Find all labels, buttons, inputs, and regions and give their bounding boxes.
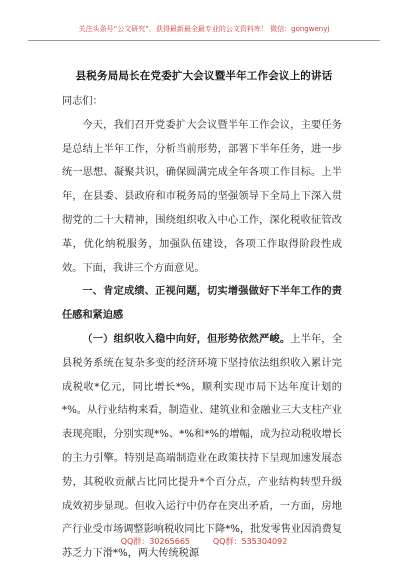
intro-paragraph: 今天，我们召开党委扩大会议暨半年工作会议，主要任务是总结上半年工作，分析当前形势，部署下半年任务，进一步统一思想、凝聚共识，确保圆满完成全年各项工作目标。上半年，在县委、县政府和市税务局的坚强领导下全局上下深入贯彻党的二十大精神，围绕组织收入中心工作，深化税收征管改革，优化纳税服务，加强队伍建设，各项工作取得阶段性成效。下面，我讲三个方面意见。	[62, 119, 342, 274]
document-body	[62, 90, 342, 566]
page-header	[0, 0, 408, 42]
header-divider	[28, 40, 380, 41]
promo-banner-text: 关注头条号“公文研究”，获得最新最全最专业的公文资料库！ 微信：gongwenyj	[78, 25, 330, 33]
subsection-body: 上半年，全县税务系统在复杂多变的经济环境下坚持依法组织收入累计完成税收*亿元，同比增长*%，顺利实现市局下达年度计划的*%。从行业结构来看，制造业、建筑业和金融业三大支柱产业表现亮眼，分别实现*%、*%和*%的增幅，成为拉动税收增长的主力引擎。特别是高端制造业在政策扶持下呈现加速发展态势，其税收贡献占比同比提升*个百分点，产业结构转型升级成效初步显现。但收入运行中仍存在突出矛盾，一方面，房地产行业受市场调整影响税收同比下降*%，批发零售业因消费复苏乏力下滑*%，两大传统税源	[62, 333, 343, 560]
section-heading: 一、肯定成绩、正视问题，切实增强做好下半年工作的责任感和紧迫感	[62, 286, 342, 322]
subsection-heading: （一）组织收入稳中向好，但形势依然严峻。	[82, 333, 291, 345]
salutation: 同志们：	[62, 96, 103, 107]
subsection-paragraph	[62, 328, 342, 566]
document-title: 县税务局局长在党委扩大会议暨半年工作会议上的讲话	[75, 70, 333, 82]
footer-contact: QQ群：30265665 QQ群：535304092	[120, 537, 288, 546]
